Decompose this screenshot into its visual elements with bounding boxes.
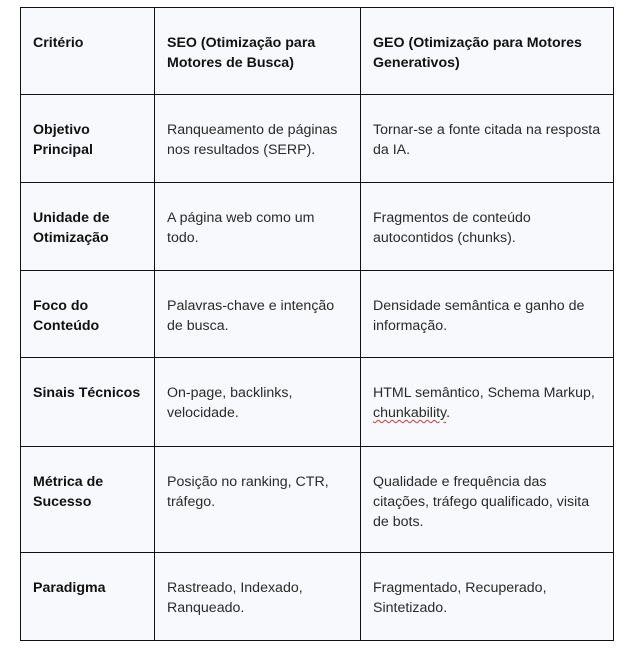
geo-cell	[361, 358, 614, 447]
table-header-row	[21, 8, 614, 95]
header-criterio: Critério	[21, 8, 155, 95]
table-row	[21, 271, 614, 358]
header-seo: SEO (Otimização para Motores de Busca)	[155, 8, 361, 95]
table-row	[21, 358, 614, 447]
seo-cell: A página web como um todo.	[155, 183, 361, 271]
spellcheck-flagged-word[interactable]: chunkability	[373, 405, 447, 421]
seo-cell: Palavras-chave e intenção de busca.	[155, 271, 361, 358]
criterion-cell: Unidade de Otimização	[21, 183, 155, 271]
criterion-cell: Objetivo Principal	[21, 95, 155, 183]
geo-cell: Tornar-se a fonte citada na resposta da IA.	[361, 95, 614, 183]
table-row	[21, 183, 614, 271]
header-geo: GEO (Otimização para Motores Generativos)	[361, 8, 614, 95]
geo-text-suffix: .	[446, 405, 451, 421]
criterion-cell: Métrica de Sucesso	[21, 447, 155, 553]
criterion-cell: Sinais Técnicos	[21, 358, 155, 447]
geo-cell: Densidade semântica e ganho de informação.	[361, 271, 614, 358]
criterion-cell: Foco do Conteúdo	[21, 271, 155, 358]
seo-cell: Posição no ranking, CTR, tráfego.	[155, 447, 361, 553]
geo-cell: Fragmentado, Recuperado, Sintetizado.	[361, 553, 614, 641]
seo-cell: Ranqueamento de páginas nos resultados (SERP).	[155, 95, 361, 183]
table-row	[21, 95, 614, 183]
seo-vs-geo-comparison-table	[20, 7, 614, 641]
geo-cell: Qualidade e frequência das citações, tráfego qualificado, visita de bots.	[361, 447, 614, 553]
geo-text: HTML semântico, Schema Markup,	[373, 385, 595, 401]
seo-cell: On-page, backlinks, velocidade.	[155, 358, 361, 447]
criterion-cell: Paradigma	[21, 553, 155, 641]
table-row	[21, 553, 614, 641]
table-row	[21, 447, 614, 553]
geo-cell: Fragmentos de conteúdo autocontidos (chunks).	[361, 183, 614, 271]
seo-cell: Rastreado, Indexado, Ranqueado.	[155, 553, 361, 641]
